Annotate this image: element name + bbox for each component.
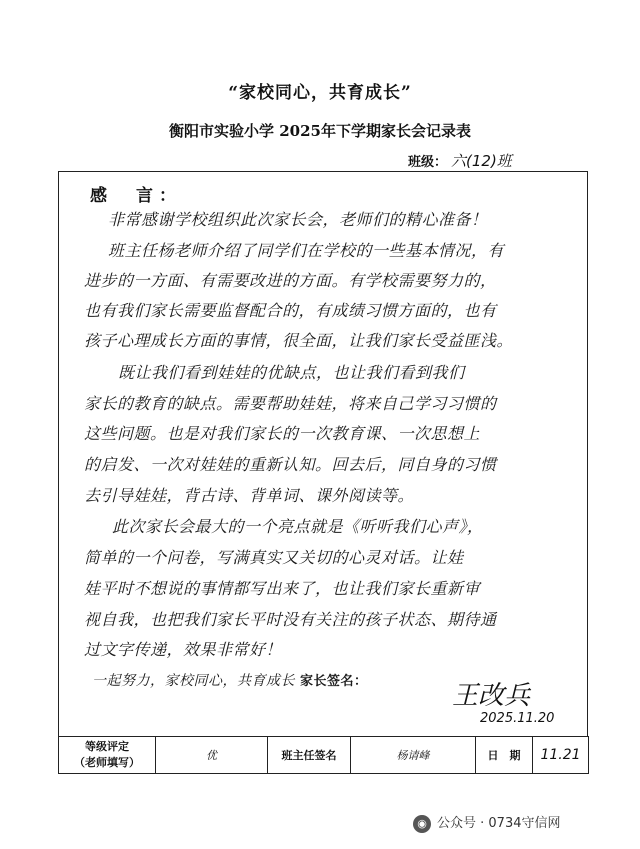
- grade-label-line2: （老师填写）: [74, 756, 140, 769]
- comment-line: 既让我们看到娃娃的优缺点，也让我们看到我们: [118, 363, 465, 382]
- comment-line: 简单的一个问卷，写满真实又关切的心灵对话。让娃: [84, 548, 464, 567]
- date-value: 11.21: [533, 737, 589, 774]
- parent-sign-label: 家长签名：: [299, 674, 368, 689]
- closing-line: [92, 670, 367, 690]
- thanks-label: 感 言：: [90, 186, 182, 206]
- evaluation-table: [58, 736, 589, 774]
- comment-line: 娃平时不想说的事情都写出来了，也让我们家长重新审: [84, 579, 481, 598]
- class-value: 六(12)班: [451, 152, 512, 170]
- teacher-signature: 杨请峰: [351, 737, 476, 774]
- parent-signature: 王改兵: [452, 681, 531, 711]
- comment-line: 的启发、一次对娃娃的重新认知。回去后，同自身的习惯: [84, 455, 497, 474]
- wechat-icon: ◉: [413, 815, 431, 833]
- comment-line: 视自我，也把我们家长平时没有关注的孩子状态、期待通: [84, 610, 497, 629]
- comment-line: 这些问题。也是对我们家长的一次教育课、一次思想上: [84, 424, 481, 443]
- comment-line: 非常感谢学校组织此次家长会，老师们的精心准备！: [108, 210, 488, 229]
- closing-slogan: 一起努力，家校同心，共育成长: [92, 673, 295, 689]
- date-label: 日 期: [476, 737, 533, 774]
- grade-label-line1: 等级评定: [85, 740, 129, 753]
- record-title: 衡阳市实验小学 2025年下学期家长会记录表: [169, 122, 471, 140]
- comment-line: 过文字传递，效果非常好！: [84, 640, 283, 659]
- comment-line: 家长的教育的缺点。需要帮助娃娃，将来自己学习习惯的: [84, 394, 497, 413]
- grade-value: 优: [156, 737, 268, 774]
- comment-line: 去引导娃娃，背古诗、背单词、课外阅读等。: [84, 486, 415, 505]
- class-field: [408, 150, 512, 171]
- watermark: [413, 812, 560, 833]
- class-label: 班级：: [408, 155, 448, 170]
- teacher-sign-label: 班主任签名: [268, 737, 351, 774]
- comment-line: 进步的一方面、有需要改进的方面。有学校需要努力的，: [84, 271, 497, 290]
- comment-line: 孩子心理成长方面的事情，很全面，让我们家长受益匪浅。: [84, 331, 514, 350]
- sign-date: 2025.11.20: [480, 711, 555, 726]
- watermark-text: 公众号 · 0734守信网: [437, 816, 561, 831]
- comment-line: 班主任杨老师介绍了同学们在学校的一些基本情况，有: [108, 241, 505, 260]
- comment-line: 也有我们家长需要监督配合的，有成绩习惯方面的，也有: [84, 301, 497, 320]
- grade-label-cell: [59, 737, 156, 774]
- comment-line: 此次家长会最大的一个亮点就是《听听我们心声》，: [112, 517, 484, 536]
- slogan-title: “家校同心，共育成长”: [228, 83, 412, 103]
